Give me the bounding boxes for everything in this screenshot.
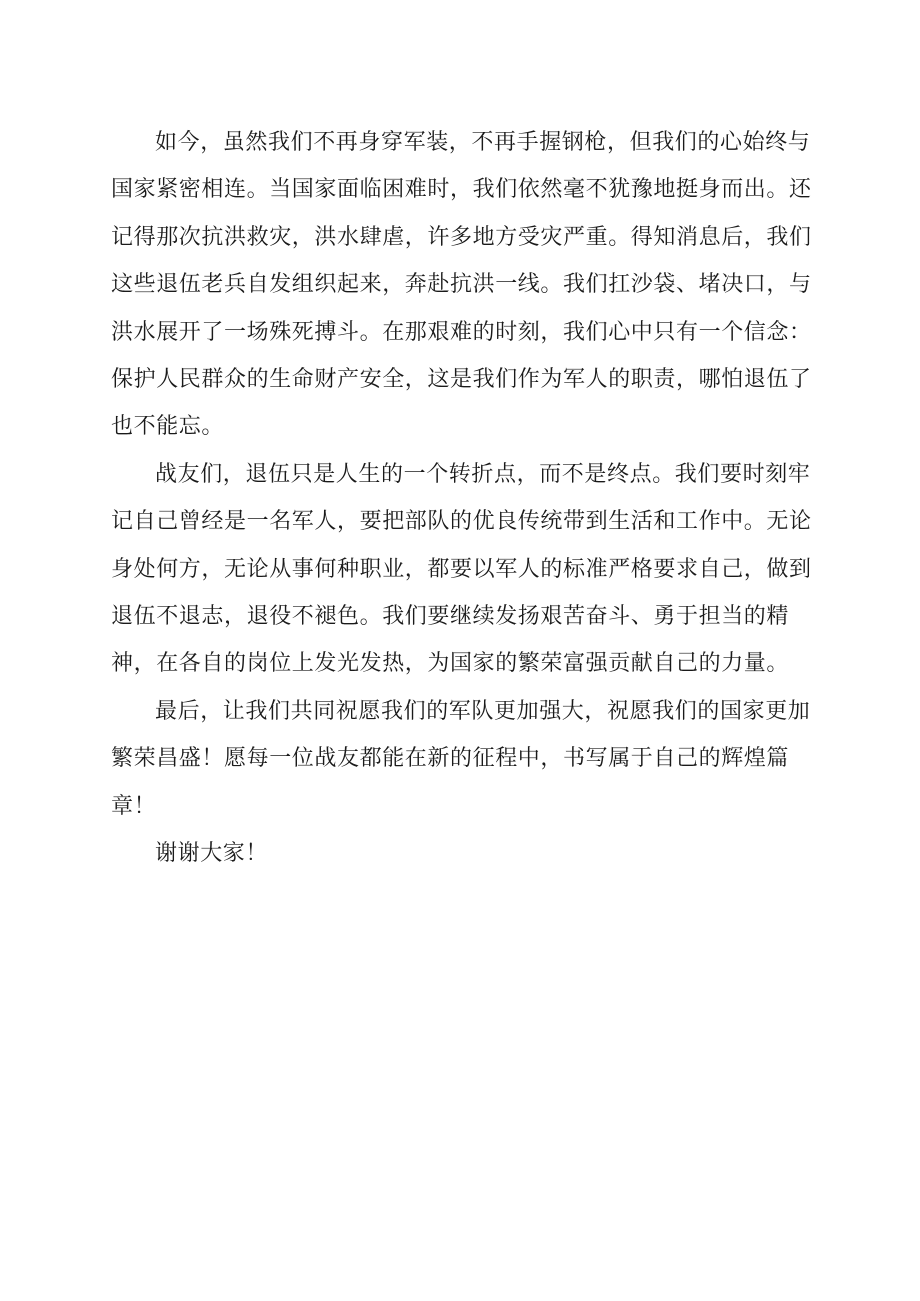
paragraph-4: 谢谢大家！ — [155, 841, 269, 867]
paragraph-2: 战友们，退伍只是人生的一个转折点，而不是终点。我们要时刻牢记自己曾经是一名军人，要把部队的优良传统带到生活和工作中。无论身处何方，无论从事何种职业，都要以军人的标准严格要求自己，做到退伍不退志，退役不褪色。我们要继续发扬艰苦奋斗、勇于担当的精神，在各自的岗位上发光发热，为国家的繁荣富强贡献自己的力量。 — [111, 461, 812, 677]
paragraph-1: 如今，虽然我们不再身穿军装，不再手握钢枪，但我们的心始终与国家紧密相连。当国家面临困难时，我们依然毫不犹豫地挺身而出。还记得那次抗洪救灾，洪水肆虐，许多地方受灾严重。得知消息后，我们这些退伍老兵自发组织起来，奔赴抗洪一线。我们扛沙袋、堵决口，与洪水展开了一场殊死搏斗。在那艰难的时刻，我们心中只有一个信念：保护人民群众的生命财产安全，这是我们作为军人的职责，哪怕退伍了也不能忘。 — [111, 130, 812, 440]
paragraph-3: 最后，让我们共同祝愿我们的军队更加强大，祝愿我们的国家更加繁荣昌盛！愿每一位战友都能在新的征程中，书写属于自己的辉煌篇章！ — [111, 698, 811, 819]
document-body — [111, 119, 827, 878]
